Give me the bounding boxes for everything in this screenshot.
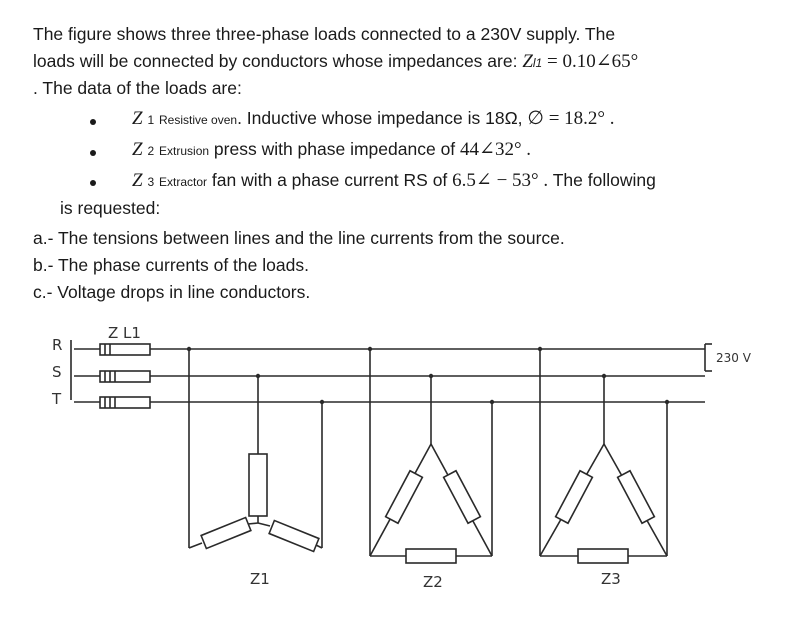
- load-label-z1: Z1: [250, 570, 270, 588]
- z3-resistor-right: [618, 471, 655, 523]
- load-3-symbol: Z: [132, 170, 143, 191]
- z2-resistor-bottom: [406, 549, 456, 563]
- load-label-z2: Z2: [423, 573, 443, 591]
- zl1-label: Z L1: [108, 324, 141, 342]
- line-label-t: T: [52, 390, 62, 408]
- load-3-name: Extractor: [159, 175, 208, 189]
- intro-line-3: . The data of the loads are:: [33, 78, 242, 98]
- z1-resistor-right: [269, 521, 319, 552]
- question-b: b.- The phase currents of the loads.: [33, 255, 309, 275]
- load-1-index: 1: [147, 113, 155, 127]
- load-2-text: press with phase impedance of: [209, 139, 461, 159]
- load-2-name: Extrusion: [159, 144, 210, 158]
- zl1-value: = 0.10∠65°: [542, 51, 639, 72]
- zl1-symbol: Z: [522, 51, 533, 72]
- load-2-symbol: Z: [132, 139, 143, 160]
- line-impedance-r: [100, 344, 150, 355]
- z3-resistor-left: [556, 471, 593, 523]
- requested-text: is requested:: [60, 198, 161, 218]
- load-3-math: 6.5∠ − 53° .: [452, 170, 549, 191]
- intro-line-1: The figure shows three three-phase loads connected to a 230V supply. The: [33, 24, 616, 44]
- question-c: c.- Voltage drops in line conductors.: [33, 282, 311, 302]
- load-label-z3: Z3: [601, 570, 621, 588]
- load-1-name: Resistive oven: [159, 113, 238, 127]
- z2-resistor-left: [386, 471, 423, 523]
- load-z2-delta: [370, 349, 492, 563]
- load-z3-delta: [540, 349, 667, 563]
- z1-resistor-vertical: [249, 454, 267, 516]
- load-1-text: Inductive whose impedance is 18Ω,: [241, 108, 528, 128]
- load-2-index: 2: [147, 144, 155, 158]
- z3-resistor-bottom: [578, 549, 628, 563]
- line-impedance-s: [100, 371, 150, 382]
- intro-line-2-text: loads will be connected by conductors whose impedances are:: [33, 51, 523, 71]
- load-1-symbol: Z: [132, 108, 143, 129]
- load-1-punct: .: [237, 108, 242, 128]
- load-3-index: 3: [147, 175, 155, 189]
- z1-resistor-left: [201, 518, 251, 549]
- load-2-math: 44∠32° .: [460, 139, 532, 160]
- load-z1-star: [189, 349, 322, 551]
- load-3-tail: The following: [548, 170, 656, 190]
- load-1-math: ∅ = 18.2° .: [527, 108, 615, 129]
- z2-resistor-right: [444, 471, 481, 523]
- question-a: a.- The tensions between lines and the line currents from the source.: [33, 228, 565, 248]
- supply-label: 230 V: [716, 351, 751, 365]
- line-label-r: R: [52, 336, 63, 354]
- zl1-subscript: l1: [532, 56, 543, 70]
- line-impedance-t: [100, 397, 150, 408]
- line-label-s: S: [52, 363, 62, 381]
- load-3-text: fan with a phase current RS of: [207, 170, 453, 190]
